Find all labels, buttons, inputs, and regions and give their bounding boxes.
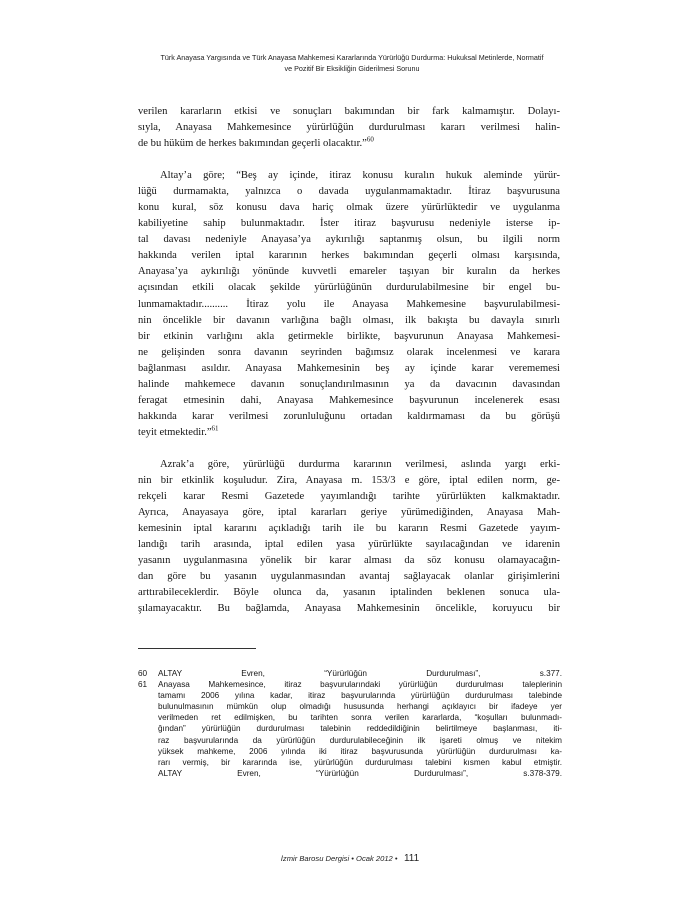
paragraph-1 (138, 104, 560, 152)
body-line: tal davası nedeniyle Anayasa’ya aykırılığı saptanmış olsun, bu ilgili norm (138, 234, 560, 246)
body-line: arttırabileceklerdir. Böyle olunca da, yasanın iptalinden beklenen sonuca ula- (138, 587, 560, 599)
body-line: bağlanması asıldır. Anayasa Mahkemesinin beş ay içinde karar verememesi (138, 362, 560, 374)
running-header-line-2: ve Pozitif Bir Eksikliğin Giderilmesi Sorunu (284, 64, 420, 73)
body-line: halinde mahkemece davanın sonuçlandırılmasının ya da davacının davasından (138, 378, 560, 390)
running-header (138, 52, 566, 74)
body-line-last (138, 425, 560, 441)
footnote-divider (138, 648, 256, 649)
body-line: bir etkinin varlığını akla getirmekle birlikte, başvurunun Anayasa Mahkemesi- (138, 330, 560, 342)
body-line: sıyla, Anayasa Mahkemesince yürürlüğün durdurulması kararı verilmesi halin- (138, 122, 560, 134)
body-line: nin öncelikle bir davanın varlığına bağlı olması, ilk bakışta bu davayla sınırlı (138, 314, 560, 326)
footnote-line: tamamı 2006 yılına kadar, itiraz başvurularında yürürlüğün durdurulması talebinde (158, 691, 562, 701)
body-line: landığı tarih arasında, iptal edilen yasa yürürlükte sayılacağından ve idarenin (138, 539, 560, 551)
body-line: şılamayacaktır. Bu bağlamda, Anayasa Mahkemesinin öncelikle, koruyucu bir (138, 603, 560, 615)
footnote-line: raz başvurularında da yürürlüğün durdurulabileceğinin ilk işareti olmuş ve nitekim (158, 735, 562, 745)
footnote-61 (138, 679, 562, 779)
footnote-line: rarı vermiş, bir kararında ise, yürürlüğün durdurulması talebini kısmen kabul etmiştir. (158, 757, 562, 767)
footnote-line: bulunulmasının mümkün olup olmadığı hususunda herhangi açıklayıcı bir ifadeye yer (158, 702, 562, 712)
body-line: lunmamaktadır.......... İtiraz yolu ile Anayasa Mahkemesine başvurulabilmesi- (138, 298, 560, 310)
footnote-number: 60 (138, 669, 148, 678)
footnote-line: verilmeden ret edilmişken, bu tarihten sonra verilen kararlarda, “koşulları bulunmadı- (158, 713, 562, 723)
journal-issue: İzmir Barosu Dergisi • Ocak 2012 • (280, 854, 398, 863)
footnote-line: ALTAY Evren, “Yürürlüğün Durdurulması”, s.377. (158, 669, 562, 678)
body-text (138, 104, 560, 617)
footnote-ref-61[interactable]: 61 (211, 424, 219, 433)
running-header-line-1: Türk Anayasa Yargısında ve Türk Anayasa Mahkemesi Kararlarında Yürürlüğü Durdurma: Hukuksal Metinlerde, Normatif (160, 53, 544, 62)
body-line: yasanın uygulanmasına yönelik bir karar alması da söz konusu olamayacağın- (138, 555, 560, 567)
body-line: rekçeli karar Resmi Gazetede yayımlandığı tarihte yürürlükten kalkmaktadır. (138, 491, 560, 503)
body-line: lüğü durmamakta, yalnızca o davada uygulanmamaktadır. İtiraz başvurusuna (138, 186, 560, 198)
body-line: Anayasa’ya aykırılığı yönünde kuvvetli emareler taşıyan bir kuralın da herkes (138, 266, 560, 278)
body-line: kemesinin iptal kararını açıkladığı tarih ile bu kararın Resmi Gazetede yayım- (138, 523, 560, 535)
footnote-ref-60[interactable]: 60 (366, 135, 374, 144)
paragraph-3 (138, 457, 560, 617)
page-footer (0, 848, 700, 866)
paragraph-2 (138, 168, 560, 441)
body-line: ne gelişinden sonra davanın seyrinden bağımsız olarak incelenmesi ve karara (138, 346, 560, 358)
body-line: verilen kararların etkisi ve sonuçları bakımından bir fark kalmamıştır. Dolayı- (138, 106, 560, 117)
body-line: feragat etmesinin dahi, Anayasa Mahkemesince başvurunun incelenerek esası (138, 394, 560, 406)
footnote-line: Anayasa Mahkemesince, itiraz başvurularındaki yürürlüğün durdurulması taleplerinin (158, 680, 562, 690)
body-line: kabiliyetine sahip bulunmaktadır. İster itiraz başvurusu nedeniyle isterse ip- (138, 218, 560, 230)
body-line: Ayrıca, Anayasaya göre, iptal kararları geriye yürümediğinden, Anayasa Mah- (138, 507, 560, 519)
footnote-line: yüksek mahkeme, 2006 yılında iki itiraz başvurusunda yürürlüğün durdurulması ka- (158, 746, 562, 756)
body-line: konu kural, söz konusu dava hariç olmak üzere yürürlüktedir ve uygulanma (138, 202, 560, 214)
page-number: 111 (403, 853, 420, 864)
body-line-text: teyit etmektedir.” (138, 426, 212, 438)
body-line-last (138, 136, 560, 152)
footnote-line: ALTAY Evren, “Yürürlüğün Durdurulması”, s.378-379. (158, 768, 562, 778)
body-line: açısından etkili olacak şekilde yürürlüğünün durdurulabilmesine bir engel bu- (138, 282, 560, 294)
body-line: Azrak’a göre, yürürlüğü durdurma kararının verilmesi, aslında yargı erki- (160, 458, 560, 470)
body-line: Altay’a göre; “Beş ay içinde, itiraz konusu kuralın hukuk aleminde yürür- (160, 170, 560, 182)
body-line: dan göre bu yasanın uygulanmasından avantaj sağlayacak olanlar girişimlerini (138, 571, 560, 583)
body-line-text: de bu hüküm de herkes bakımından geçerli olacaktır.” (138, 138, 367, 150)
body-line: hakkında verilen iptal kararının herkes bakımından geçerli olması karşısında, (138, 250, 560, 262)
footnote-60 (138, 668, 562, 679)
footnote-number: 61 (138, 680, 148, 690)
footnotes (138, 668, 562, 779)
body-line: hakkında karar verilmesi zorunluluğunu ortadan kaldırmaması da bu görüşü (138, 410, 560, 422)
footnote-line: ğından” yürürlüğün durdurulması talebinin reddedildiğinin belirtilmeye başlanması, iti- (158, 724, 562, 734)
body-line: nin bir etkinlik koşuludur. Zira, Anayasa m. 153/3 e göre, iptal edilen norm, ge- (138, 474, 560, 486)
